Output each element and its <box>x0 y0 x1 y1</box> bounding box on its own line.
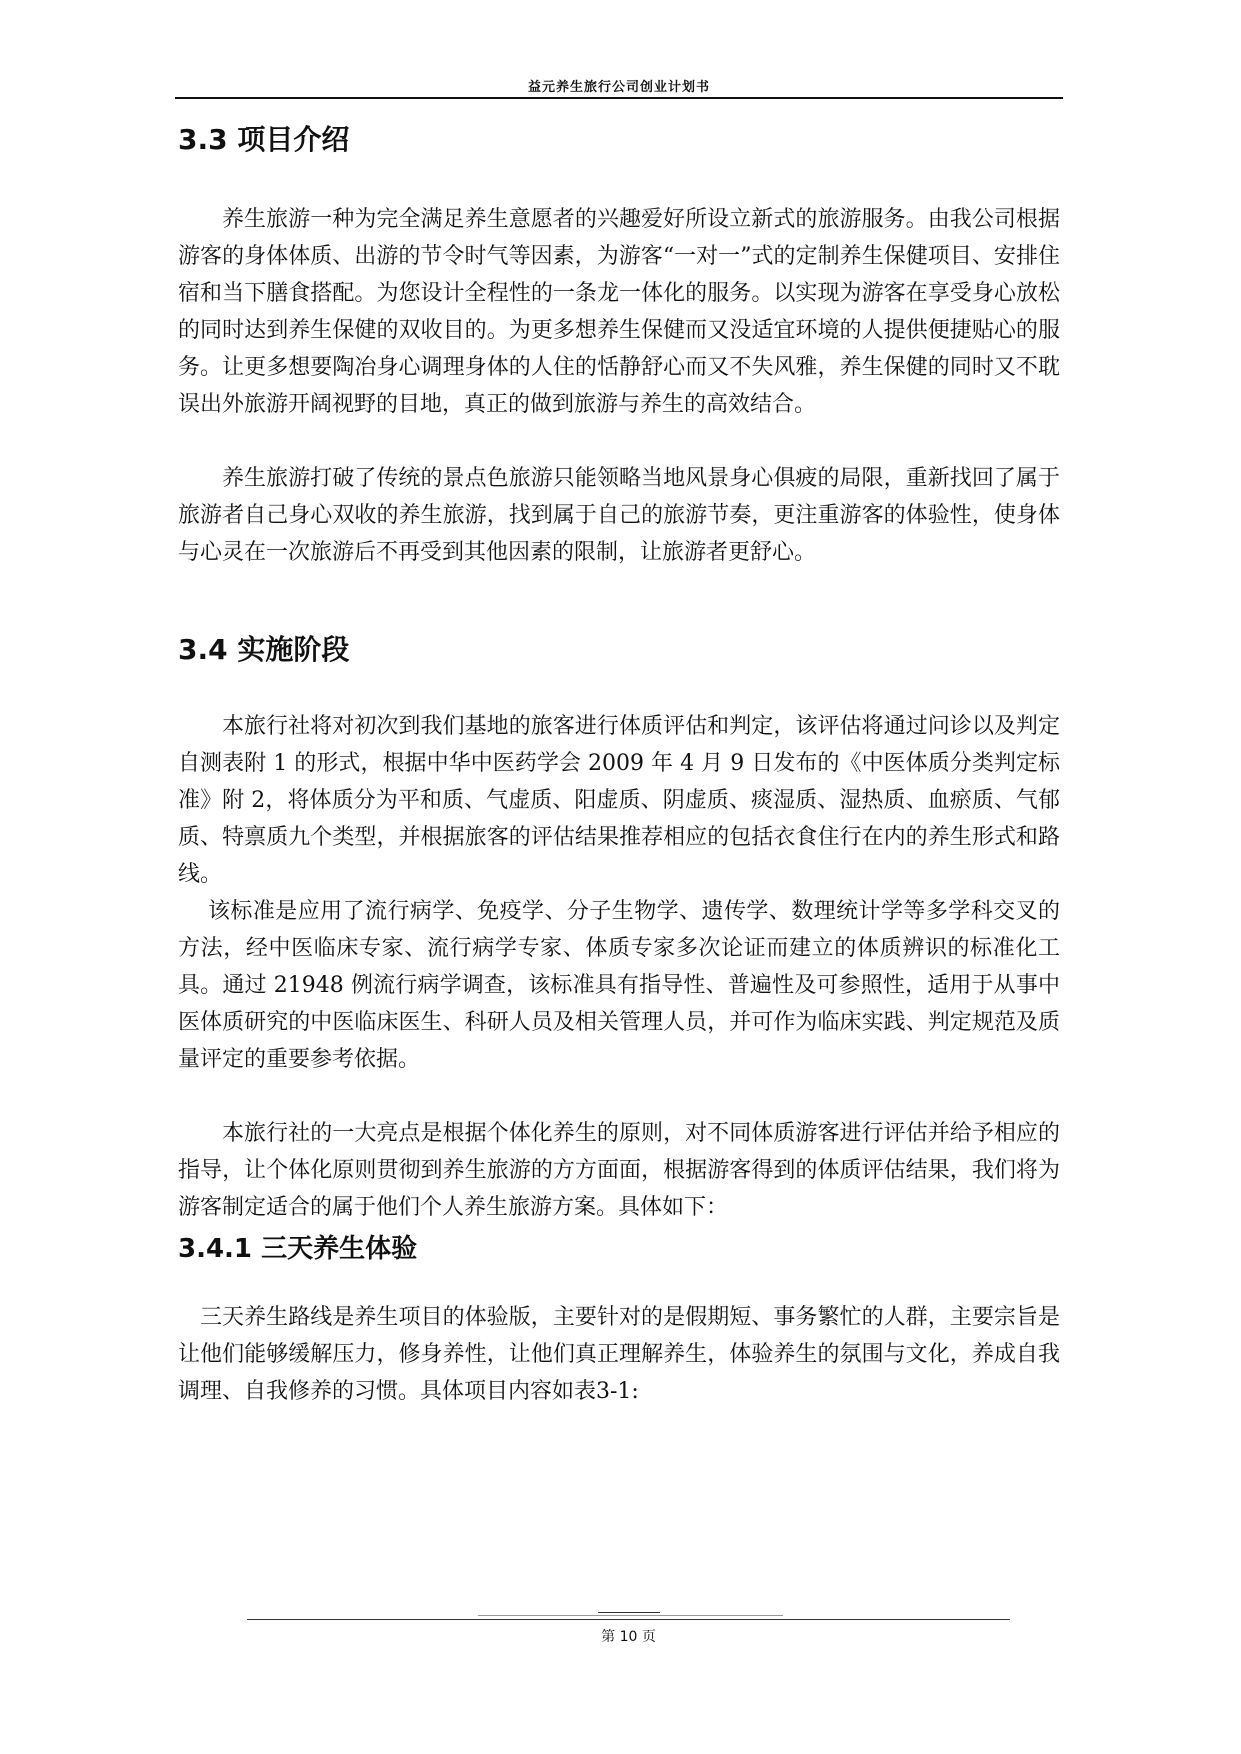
paragraph-three-day-experience: 三天养生路线是养生项目的体验版，主要针对的是假期短、事务繁忙的人群，主要宗旨是让他们能够缓解压力，修身养性，让他们真正理解养生，体验养生的氛围与文化，养成自我调理、自我修养的习惯。具体项目内容如表3-1: <box>178 1305 1060 1404</box>
page-header-title: 益元养生旅行公司创业计划书 <box>527 80 710 95</box>
paragraph-project-intro-2: 养生旅游打破了传统的景点色旅游只能领略当地风景身心俱疲的局限，重新找回了属于旅游者自己身心双收的养生旅游，找到属于自己的旅游节奏，更注重游客的体验性，使身体与心灵在一次旅游后不再受到其他因素的限制，让旅游者更舒心。 <box>178 466 1060 565</box>
paragraph-implementation-1: 本旅行社将对初次到我们基地的旅客进行体质评估和判定，该评估将通过问诊以及判定自测表附 1 的形式，根据中华中医药学会 2009 年 4 月 9 日发布的《中医体质分类判定标准》附 2，将体质分为平和质、气虚质、阳虚质、阴虚质、痰湿质、湿热质、血瘀质、气郁质、特禀质九个类型，并根据旅客的评估结果推荐相应的包括衣食住行在内的养生形式和路线。 <box>178 714 1060 887</box>
paragraph-project-intro-1: 养生旅游一种为完全满足养生意愿者的兴趣爱好所设立新式的旅游服务。由我公司根据游客的身体体质、出游的节令时气等因素，为游客“一对一”式的定制养生保健项目、安排住宿和当下膳食搭配。为您设计全程性的一条龙一体化的服务。以实现为游客在享受身心放松的同时达到养生保健的双收目的。为更多想养生保健而又没适宜环境的人提供便捷贴心的服务。让更多想要陶冶身心调理身体的人住的恬静舒心而又不失风雅，养生保健的同时又不耽误出外旅游开阔视野的目地，真正的做到旅游与养生的高效结合。 <box>178 207 1060 417</box>
paragraph-implementation-3: 本旅行社的一大亮点是根据个体化养生的原则，对不同体质游客进行评估并给予相应的指导，让个体化原则贯彻到养生旅游的方方面面，根据游客得到的体质评估结果，我们将为游客制定适合的属于他们个人养生旅游方案。具体如下： <box>178 1121 1060 1220</box>
footer-rule-short <box>598 1612 660 1613</box>
footer-rule-inner <box>478 1615 783 1616</box>
paragraph-implementation-2: 该标准是应用了流行病学、免疫学、分子生物学、遗传学、数理统计学等多学科交叉的方法，经中医临床专家、流行病学专家、体质专家多次论证而建立的体质辨识的标准化工具。通过 21948 例流行病学调查，该标准具有指导性、普遍性及可参照性，适用于从事中医体质研究的中医临床医生、科研人员及相关管理人员，并可作为临床实践、判定规范及质量评定的重要参考依据。 <box>178 899 1060 1072</box>
section-heading-3-4-1: 3.4.1 三天养生体验 <box>178 1234 418 1264</box>
page-number: 第 10 页 <box>601 1629 656 1645</box>
footer-rule <box>247 1619 1010 1620</box>
section-heading-3-3: 3.3 项目介绍 <box>178 123 350 156</box>
section-heading-3-4: 3.4 实施阶段 <box>178 633 350 666</box>
page-header-rule <box>175 97 1063 99</box>
